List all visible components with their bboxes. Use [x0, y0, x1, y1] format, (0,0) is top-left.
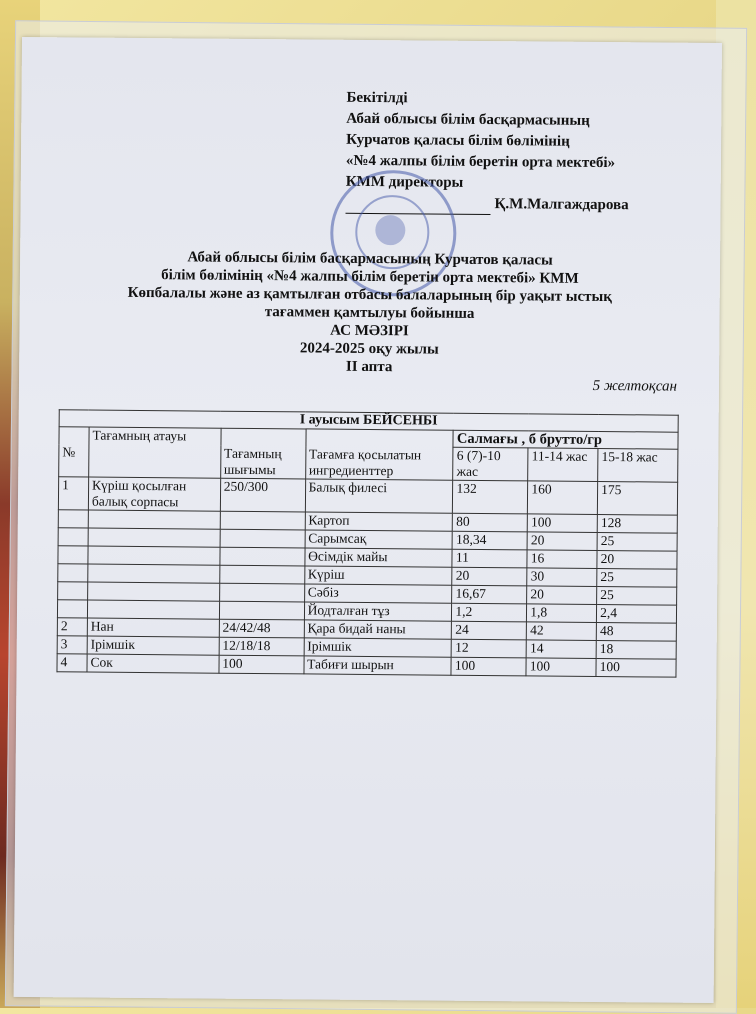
- cell-ingredient: Сарымсақ: [305, 530, 453, 549]
- cell-ingredient: Йодталған тұз: [304, 602, 452, 621]
- cell-weight-6-10: 1,2: [452, 603, 527, 622]
- column-header-age-15-18: 15-18 жас: [598, 448, 678, 482]
- week-label: ІІ апта: [345, 358, 393, 376]
- cell-weight-11-14: 16: [527, 550, 597, 569]
- cell-dish-name: [87, 600, 219, 619]
- cell-yield: [220, 547, 305, 566]
- heading-line: тағаммен қамтылуы бойынша: [264, 304, 475, 322]
- cell-weight-6-10: 100: [451, 657, 526, 676]
- menu-title: АС МӘЗІРІ: [330, 322, 409, 340]
- approval-line: КММ директоры: [345, 173, 464, 191]
- cell-weight-6-10: 80: [453, 513, 528, 532]
- column-header-weight: Салмағы , б брутто/гр: [453, 430, 678, 449]
- cell-ingredient: Өсімдік майы: [305, 548, 453, 567]
- cell-weight-11-14: 14: [526, 640, 596, 659]
- column-header-age-6-10: 6 (7)-10 жас: [453, 447, 528, 481]
- cell-number: 2: [57, 618, 87, 636]
- cell-number: [58, 546, 88, 564]
- cell-ingredient: Ірімшік: [304, 638, 452, 657]
- shift-header: І ауысым БЕЙСЕНБІ: [59, 410, 678, 432]
- heading-line: білім бөлімінің «№4 жалпы білім беретін орта мектебі» КММ: [161, 267, 579, 287]
- cell-weight-11-14: 1,8: [527, 604, 597, 623]
- cell-number: 4: [57, 654, 87, 672]
- cell-weight-11-14: 100: [526, 658, 596, 677]
- cell-ingredient: Сәбіз: [304, 584, 452, 603]
- cell-weight-15-18: 128: [597, 514, 677, 533]
- cell-weight-6-10: 24: [452, 621, 527, 640]
- cell-yield: 100: [219, 655, 304, 674]
- cell-weight-15-18: 20: [597, 550, 677, 569]
- approval-line: Курчатов қаласы білім бөлімінің: [346, 131, 570, 150]
- cell-dish-name: Сок: [87, 654, 219, 673]
- heading-line: Көпбалалы және аз қамтылған отбасы балаларының бір уақыт ыстық: [127, 284, 612, 306]
- cell-weight-15-18: 18: [596, 640, 676, 659]
- cell-weight-11-14: 160: [528, 481, 598, 515]
- cell-weight-11-14: 20: [527, 586, 597, 605]
- cell-dish-name: [88, 546, 220, 565]
- cell-dish-name: [88, 564, 220, 583]
- cell-number: [58, 510, 88, 528]
- cell-ingredient: Табиғи шырын: [304, 656, 452, 675]
- cell-dish-name: Ірімшік: [87, 636, 219, 655]
- cell-weight-11-14: 42: [527, 622, 597, 641]
- cell-weight-6-10: 20: [452, 567, 527, 586]
- cell-number: 3: [57, 636, 87, 654]
- approval-line: Абай облысы білім басқармасының: [346, 110, 590, 129]
- director-name: Қ.М.Малгаждарова: [494, 196, 629, 214]
- cell-number: [58, 564, 88, 582]
- stamp-emblem-icon: [375, 215, 405, 245]
- cell-weight-15-18: 100: [596, 658, 676, 677]
- cell-weight-11-14: 30: [527, 568, 597, 587]
- cell-weight-6-10: 16,67: [452, 585, 527, 604]
- cell-ingredient: Картоп: [305, 512, 453, 531]
- cell-weight-11-14: 100: [528, 514, 598, 533]
- cell-weight-15-18: 25: [597, 532, 677, 551]
- column-header-number: №: [59, 427, 89, 477]
- cell-weight-6-10: 18,34: [452, 531, 527, 550]
- academic-year: 2024-2025 оқу жылы: [299, 340, 439, 358]
- menu-table: [56, 409, 678, 677]
- cell-number: 1: [58, 477, 88, 510]
- cell-weight-15-18: 48: [596, 622, 676, 641]
- cell-weight-15-18: 25: [597, 568, 677, 587]
- cell-yield: [220, 511, 305, 530]
- cell-yield: 24/42/48: [219, 619, 304, 638]
- column-header-age-11-14: 11-14 жас: [528, 448, 598, 482]
- menu-date: 5 желтоқсан: [592, 377, 678, 395]
- column-header-yield: Тағамның шығымы: [220, 428, 305, 479]
- cell-weight-15-18: 25: [597, 586, 677, 605]
- column-header-ingredients: Тағамға қосылатын ингредиенттер: [305, 429, 453, 480]
- cell-ingredient: Қара бидай наны: [304, 620, 452, 639]
- cell-weight-6-10: 11: [452, 549, 527, 568]
- cell-weight-6-10: 132: [453, 480, 528, 514]
- column-header-dish: Тағамның атауы: [89, 427, 221, 478]
- cell-weight-6-10: 12: [452, 639, 527, 658]
- heading-line: Абай облысы білім басқармасының Курчатов қаласы: [187, 249, 553, 269]
- menu-document: [14, 37, 722, 1003]
- cell-weight-11-14: 20: [527, 532, 597, 551]
- table-row: [58, 477, 677, 515]
- cell-yield: 12/18/18: [219, 637, 304, 656]
- cell-dish-name: [88, 582, 220, 601]
- approval-title: Бекітілді: [346, 89, 408, 107]
- cell-ingredient: Балық филесі: [305, 479, 453, 513]
- cell-number: [58, 528, 88, 546]
- cell-yield: [219, 565, 304, 584]
- cell-yield: 250/300: [220, 478, 305, 512]
- cell-weight-15-18: 2,4: [597, 604, 677, 623]
- cell-yield: [219, 601, 304, 620]
- cell-weight-15-18: 175: [598, 481, 678, 515]
- cell-dish-name: Нан: [87, 618, 219, 637]
- cell-yield: [219, 583, 304, 602]
- cell-dish-name: [88, 528, 220, 547]
- cell-number: [58, 582, 88, 600]
- cell-number: [57, 600, 87, 618]
- cell-yield: [220, 529, 305, 548]
- cell-dish-name: [88, 510, 220, 529]
- cell-ingredient: Күріш: [304, 566, 452, 585]
- approval-line: «№4 жалпы білім беретін орта мектебі»: [345, 152, 616, 172]
- cell-dish-name: Күріш қосылған балық сорпасы: [88, 477, 220, 511]
- document-heading: [19, 247, 720, 379]
